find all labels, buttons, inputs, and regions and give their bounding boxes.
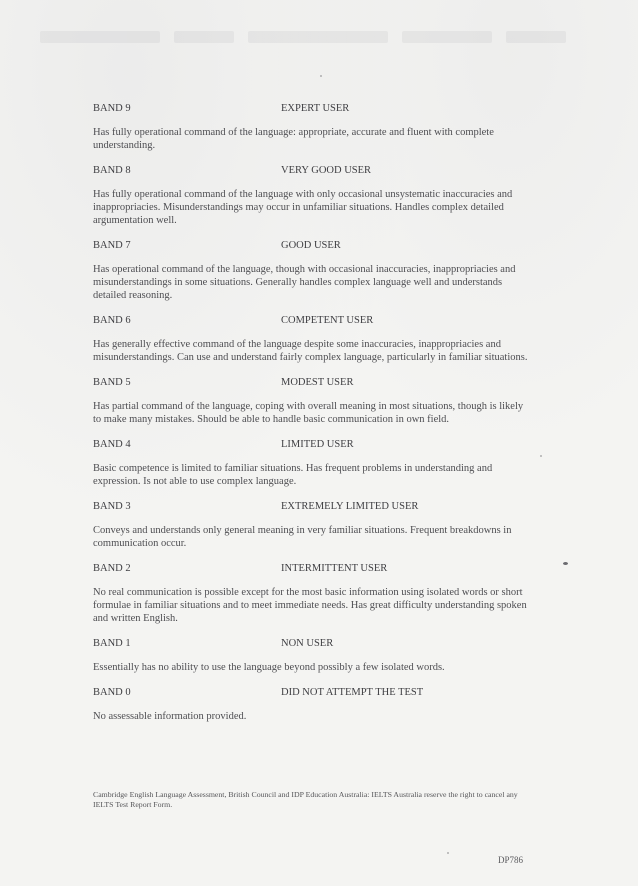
band-description: Has operational command of the language, though with occasional inaccuracies, inappropriacies and misunderstandings in some situations. Generally handles complex language well and understands detailed reasoning. [93,264,516,301]
band-number: BAND 4 [93,439,131,450]
scan-speck [320,75,322,77]
band-7 [93,239,533,302]
band-heading [93,102,533,116]
band-8 [93,164,533,227]
band-heading [93,686,533,700]
band-title: DID NOT ATTEMPT THE TEST [281,687,424,698]
band-heading [93,314,533,328]
band-description: Essentially has no ability to use the language beyond possibly a few isolated words. [93,662,445,673]
band-title: NON USER [281,638,334,649]
document-code: DP786 [498,855,524,865]
band-title: EXTREMELY LIMITED USER [281,501,419,512]
band-description: Has fully operational command of the language: appropriate, accurate and fluent with complete understanding. [93,127,494,151]
band-number: BAND 1 [93,638,131,649]
band-1 [93,637,533,674]
scan-speck [563,562,568,565]
band-heading [93,500,533,514]
band-number: BAND 0 [93,687,131,698]
band-title: EXPERT USER [281,103,350,114]
show-through-text [40,30,600,60]
band-title: INTERMITTENT USER [281,563,388,574]
band-heading [93,239,533,253]
band-heading [93,562,533,576]
band-description: Has partial command of the language, coping with overall meaning in most situations, though is likely to make many mistakes. Should be able to handle basic communication in own field. [93,401,524,425]
band-number: BAND 5 [93,377,131,388]
band-title: GOOD USER [281,240,341,251]
band-5 [93,376,533,426]
band-number: BAND 8 [93,165,131,176]
band-heading [93,376,533,390]
band-description: Conveys and understands only general meaning in very familiar situations. Frequent breakdowns in communication occur. [93,525,512,549]
band-number: BAND 3 [93,501,131,512]
band-number: BAND 7 [93,240,131,251]
band-description: Basic competence is limited to familiar situations. Has frequent problems in understanding and expression. Is not able to use complex language. [93,463,493,487]
band-3 [93,500,533,550]
band-4 [93,438,533,488]
footer-disclaimer: Cambridge English Language Assessment, British Council and IDP Education Australia: IELTS Australia reserve the right to cancel any IELTS Test Report Form. [93,790,518,809]
band-descriptor-list [93,102,533,723]
band-heading [93,438,533,452]
band-description: Has generally effective command of the language despite some inaccuracies, inappropriacies and misunderstandings. Can use and understand fairly complex language, particularly in familiar situations. [93,339,528,363]
scan-speck [447,852,449,854]
band-title: VERY GOOD USER [281,165,372,176]
band-description: No assessable information provided. [93,711,247,722]
band-description: No real communication is possible except for the most basic information using isolated words or short formulae in familiar situations and to meet immediate needs. Has great difficulty understanding spoken and written English. [93,587,527,624]
band-heading [93,164,533,178]
scan-speck [540,455,542,457]
band-2 [93,562,533,625]
band-number: BAND 2 [93,563,131,574]
band-number: BAND 9 [93,103,131,114]
band-number: BAND 6 [93,315,131,326]
band-description: Has fully operational command of the language with only occasional unsystematic inaccuracies and inappropriacies. Misunderstandings may occur in unfamiliar situations. Handles complex detailed argumentation well. [93,189,513,226]
band-heading [93,637,533,651]
band-6 [93,314,533,364]
band-0 [93,686,533,723]
band-title: MODEST USER [281,377,354,388]
band-title: LIMITED USER [281,439,354,450]
band-title: COMPETENT USER [281,315,374,326]
band-9 [93,102,533,152]
